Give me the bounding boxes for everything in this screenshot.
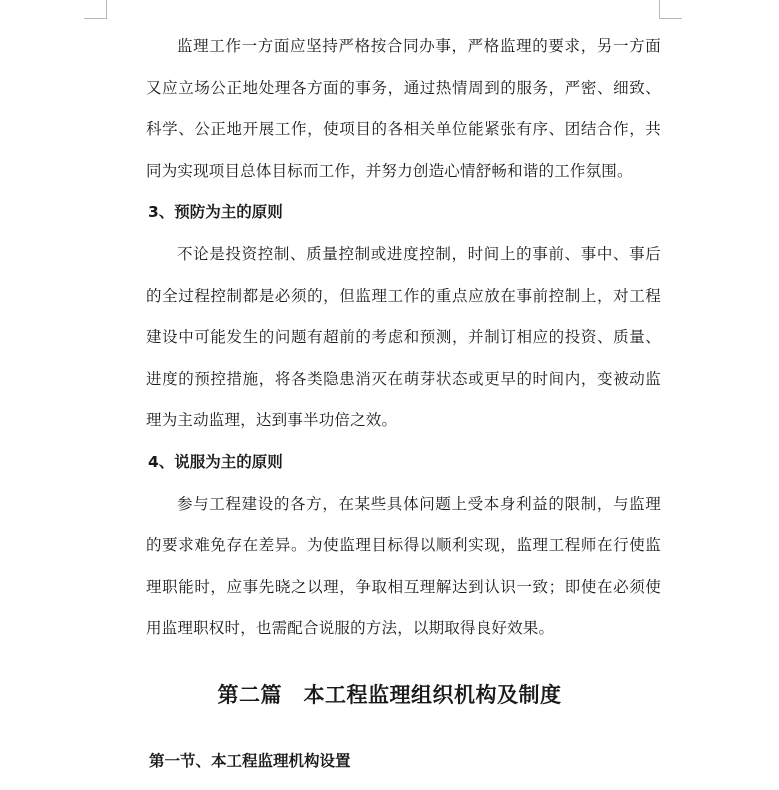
heading-persuasion-principle: 4、说服为主的原则: [148, 452, 283, 471]
chapter-title: 第二篇 本工程监理组织机构及制度: [217, 682, 562, 707]
margin-corner-mark-right: [659, 0, 682, 19]
paragraph-prevention: 不论是投资控制、质量控制或进度控制，时间上的事前、事中、事后的全过程控制都是必须的，但监理工作的重点应放在事前控制上，对工程建设中可能发生的问题有超前的考虑和预测，并制订相应的投资、质量、进度的预控措施，将各类隐患消灭在萌芽状态或更早的时间内，变被动监理为主动监理，达到事半功倍之效。: [146, 244, 661, 430]
section-title: 第一节、本工程监理机构设置: [149, 752, 351, 770]
margin-corner-mark-left: [84, 0, 107, 19]
paragraph-impartiality: 监理工作一方面应坚持严格按合同办事，严格监理的要求，另一方面又应立场公正地处理各方面的事务，通过热情周到的服务，严密、细致、科学、公正地开展工作，使项目的各相关单位能紧张有序、团结合作，共同为实现项目总体目标而工作，并努力创造心情舒畅和谐的工作氛围。: [146, 37, 661, 180]
paragraph-persuasion: 参与工程建设的各方，在某些具体问题上受本身利益的限制，与监理的要求难免存在差异。为使监理目标得以顺利实现，监理工程师在行使监理职能时，应事先晓之以理，争取相互理解达到认识一致；即使在必须使用监理职权时，也需配合说服的方法，以期取得良好效果。: [146, 494, 661, 638]
body-content: [146, 26, 661, 650]
heading-prevention-principle: 3、预防为主的原则: [148, 203, 283, 222]
